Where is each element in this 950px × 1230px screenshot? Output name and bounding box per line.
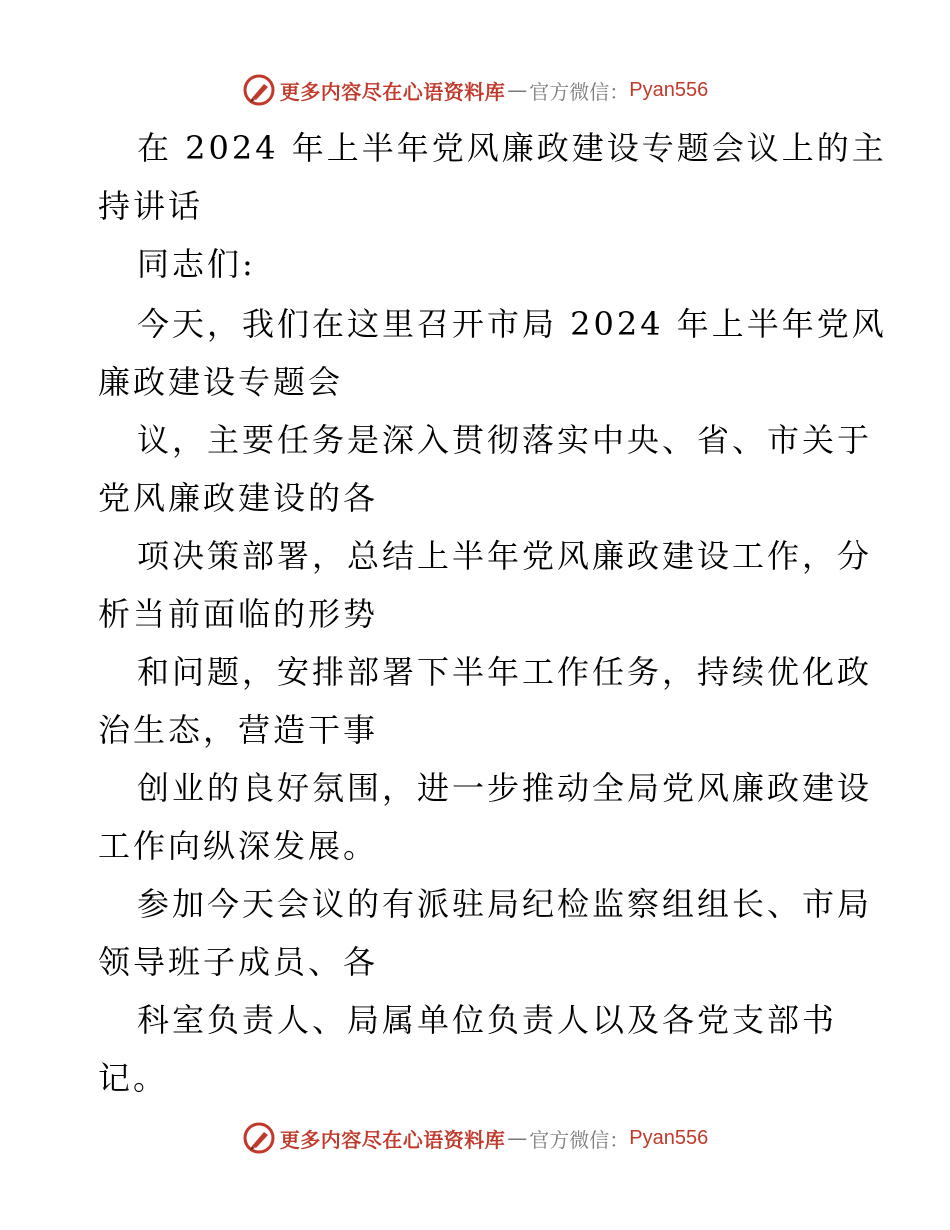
watermark-id: Pyan556 [629, 78, 709, 101]
footer-watermark [0, 1118, 950, 1158]
paragraph-line: 项决策部署，总结上半年党风廉政建设工作，分 [137, 537, 873, 575]
paragraph-line: 廉政建设专题会 [98, 363, 344, 401]
paragraph-line: 创业的良好氛围，进一步推动全局党风廉政建设 [137, 769, 873, 807]
watermark-brand: 更多内容尽在心语资料库 [279, 1127, 506, 1152]
watermark-dash: — [507, 1126, 528, 1150]
salutation: 同志们: [137, 245, 256, 283]
title-line-2: 持讲话 [98, 187, 204, 225]
paragraph-line: 今天，我们在这里召开市局 2024 年上半年党风 [137, 305, 887, 343]
title-line-1: 在 2024 年上半年党风廉政建设专题会议上的主 [137, 129, 887, 167]
watermark-brand: 更多内容尽在心语资料库 [279, 79, 506, 104]
pen-logo-icon [242, 73, 276, 107]
paragraph-line: 治生态，营造干事 [98, 711, 379, 749]
paragraph-line: 析当前面临的形势 [98, 595, 379, 633]
paragraph-line: 领导班子成员、各 [98, 943, 379, 981]
paragraph-line: 和问题，安排部署下半年工作任务，持续优化政 [137, 653, 873, 691]
watermark-dash: — [507, 78, 528, 102]
paragraph-line: 参加今天会议的有派驻局纪检监察组组长、市局 [137, 885, 873, 923]
watermark-id: Pyan556 [629, 1126, 709, 1149]
paragraph-line: 工作向纵深发展。 [98, 827, 379, 865]
pen-logo-icon [242, 1121, 276, 1155]
watermark-label: 官方微信： [529, 79, 630, 104]
paragraph-line: 议，主要任务是深入贯彻落实中央、省、市关于 [137, 421, 873, 459]
header-watermark [0, 70, 950, 110]
paragraph-line: 科室负责人、局属单位负责人以及各党支部书 [137, 1001, 838, 1039]
paragraph-line: 党风廉政建设的各 [98, 479, 379, 517]
watermark-label: 官方微信： [529, 1127, 630, 1152]
paragraph-line: 记。 [98, 1059, 169, 1097]
